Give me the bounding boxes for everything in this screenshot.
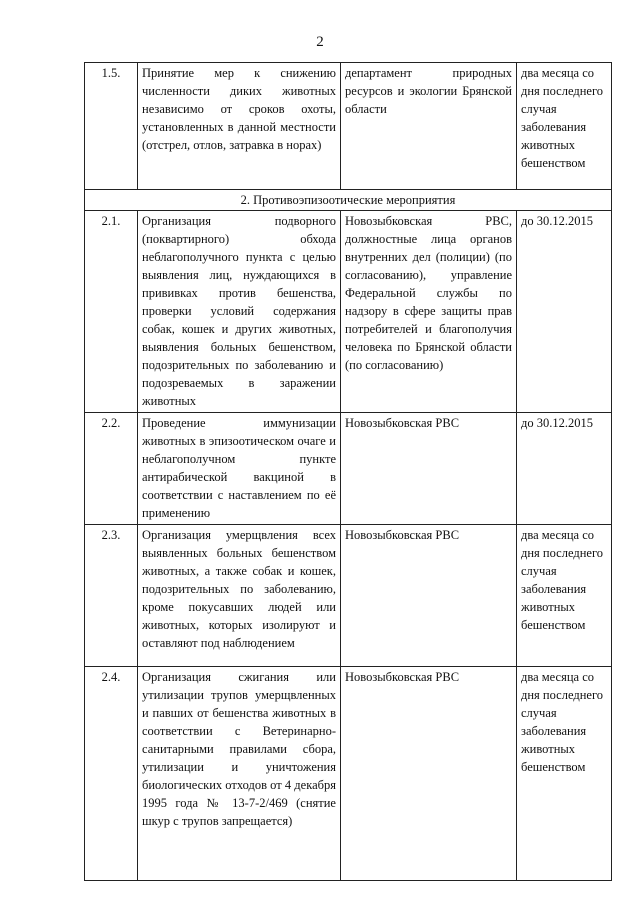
deadline: два месяца со дня последнего случая заболевания животных бешенством [517,525,612,667]
row-number: 2.4. [85,667,138,881]
responsible-org: департамент природных ресурсов и экологии Брянской области [341,63,517,190]
section-title: 2. Противоэпизоотические мероприятия [85,190,612,211]
deadline: два месяца со дня последнего случая заболевания животных бешенством [517,63,612,190]
page-number: 2 [316,34,324,50]
table-row [85,525,612,667]
responsible-org: Новозыбковская РВС, должностные лица органов внутренних дел (полиции) (по согласованию), управление Федеральной службы по надзору в сфере защиты прав потребителей и благополучия человека по Брянской области (по согласованию) [341,211,517,413]
table-row [85,667,612,881]
measure-text: Проведение иммунизации животных в эпизоотическом очаге и неблагополучном пункте антирабической вакциной в соответствии с наставлением по её применению [138,413,341,525]
measure-text: Принятие мер к снижению численности диких животных независимо от сроков охоты, установленных в данной местности (отстрел, отлов, затравка в норах) [138,63,341,190]
responsible-org: Новозыбковская РВС [341,525,517,667]
row-number: 2.3. [85,525,138,667]
measures-table [84,62,612,881]
table-row [85,211,612,413]
measure-text: Организация сжигания или утилизации трупов умерщвленных и павших от бешенства животных в соответствии с Ветеринарно-санитарными правилами сбора, утилизации и уничтожения биологических отходов от 4 декабря 1995 года № 13-7-2/469 (снятие шкур с трупов запрещается) [138,667,341,881]
deadline: до 30.12.2015 [517,211,612,413]
section-header-row [85,190,612,211]
responsible-org: Новозыбковская РВС [341,413,517,525]
measure-text: Организация подворного (поквартирного) обхода неблагополучного пункта с целью выявления лиц, нуждающихся в прививках против бешенства, проверки условий содержания собак, кошек и других животных, выявления больных бешенством, подозрительных по заболеванию и подозреваемых в заражении животных [138,211,341,413]
row-number: 1.5. [85,63,138,190]
deadline: два месяца со дня последнего случая заболевания животных бешенством [517,667,612,881]
row-number: 2.1. [85,211,138,413]
measure-text: Организация умерщвления всех выявленных больных бешенством животных, а также собак и кошек, подозрительных по заболеванию, кроме покусавших людей или животных, которых изолируют и оставляют под наблюдением [138,525,341,667]
table-row [85,413,612,525]
responsible-org: Новозыбковская РВС [341,667,517,881]
row-number: 2.2. [85,413,138,525]
deadline: до 30.12.2015 [517,413,612,525]
table-row [85,63,612,190]
